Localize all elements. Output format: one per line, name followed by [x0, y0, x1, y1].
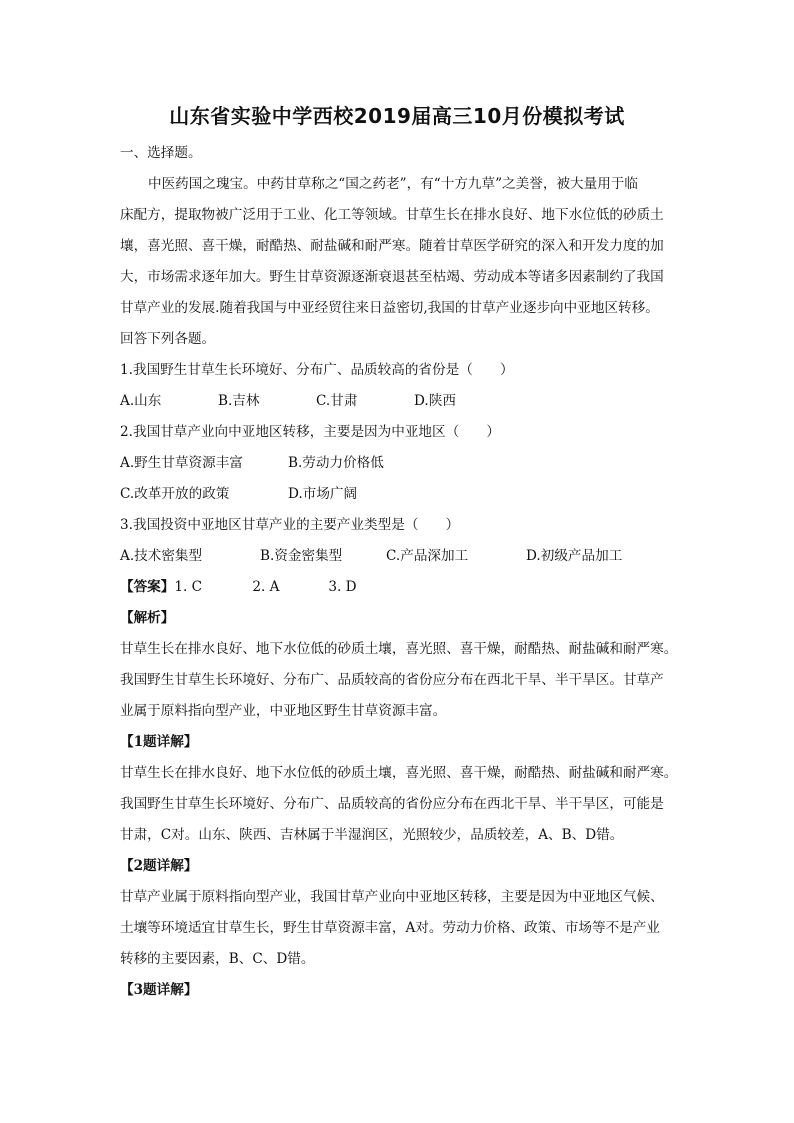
detail-2-line: 土壤等环境适宜甘草生长，野生甘草资源丰富，A对。劳动力价格、政策、市场等不是产业 — [120, 920, 660, 936]
option-a: A.技术密集型 — [120, 548, 203, 564]
page-title: 山东省实验中学西校2019届高三10月份模拟考试 — [169, 104, 625, 128]
detail-2-label: 【2题详解】 — [120, 858, 198, 874]
passage-line: 大，市场需求逐年加大。野生甘草资源逐渐衰退甚至枯竭、劳动成本等诸多因素制约了我国 — [120, 269, 664, 285]
document-body — [120, 138, 680, 1006]
section-heading: 一、选择题。 — [120, 145, 202, 161]
option-c: C.改革开放的政策 — [120, 486, 230, 502]
answer-item: 2. A — [252, 579, 280, 595]
detail-1-line: 我国野生甘草生长环境好、分布广、品质较高的省份应分布在西北干旱、半干旱区，可能是 — [120, 796, 664, 812]
option-a: A.山东 — [120, 393, 162, 409]
answer-label: 【答案】 — [120, 579, 175, 595]
analysis-line: 我国野生甘草生长环境好、分布广、品质较高的省份应分布在西北干旱、半干旱区。甘草产 — [120, 672, 664, 688]
option-b: B.资金密集型 — [260, 548, 343, 564]
passage-line: 床配方，提取物被广泛用于工业、化工等领域。甘草生长在排水良好、地下水位低的砂质土 — [120, 207, 664, 223]
analysis-line: 业属于原料指向型产业，中亚地区野生甘草资源丰富。 — [120, 703, 447, 719]
detail-3-label: 【3题详解】 — [120, 982, 198, 998]
passage-line: 回答下列各题。 — [120, 331, 216, 347]
analysis-line: 甘草生长在排水良好、地下水位低的砂质土壤，喜光照、喜干燥，耐酷热、耐盐碱和耐严寒。 — [120, 641, 678, 657]
option-c: C.甘肃 — [316, 393, 358, 409]
question-2-options-row-1 — [120, 448, 680, 479]
option-c: C.产品深加工 — [386, 548, 469, 564]
detail-2-line: 甘草产业属于原料指向型产业，我国甘草产业向中亚地区转移，主要是因为中亚地区气候、 — [120, 889, 664, 905]
detail-1-line: 甘肃，C对。山东、陕西、吉林属于半湿润区，光照较少，品质较差，A、B、D错。 — [120, 827, 624, 843]
option-d: D.市场广阔 — [288, 486, 358, 502]
passage-line: 壤，喜光照、喜干燥，耐酷热、耐盐碱和耐严寒。随着甘草医学研究的深入和开发力度的加 — [120, 238, 664, 254]
answer-line — [120, 572, 680, 603]
detail-2-line: 转移的主要因素，B、C、D错。 — [120, 951, 315, 967]
answer-item: 3. D — [328, 579, 357, 595]
detail-1-label: 【1题详解】 — [120, 734, 198, 750]
option-d: D.初级产品加工 — [526, 548, 623, 564]
option-a: A.野生甘草资源丰富 — [120, 455, 243, 471]
question-2-options-row-2 — [120, 479, 680, 510]
question-1-options — [120, 386, 680, 417]
passage-line: 中医药国之瑰宝。中药甘草称之“国之药老”，有“十方九草”之美誉，被大量用于临 — [148, 176, 638, 192]
answer-item: 1. C — [174, 579, 203, 595]
question-3-stem: 3.我国投资中亚地区甘草产业的主要产业类型是（ ） — [120, 517, 460, 533]
option-b: B.吉林 — [218, 393, 260, 409]
option-d: D.陕西 — [414, 393, 456, 409]
option-b: B.劳动力价格低 — [288, 455, 384, 471]
analysis-label: 【解析】 — [120, 610, 175, 626]
question-3-options — [120, 541, 680, 572]
passage-line: 甘草产业的发展.随着我国与中亚经贸往来日益密切,我国的甘草产业逐步向中亚地区转移。 — [120, 300, 659, 316]
question-1-stem: 1.我国野生甘草生长环境好、分布广、品质较高的省份是（ ） — [120, 362, 514, 378]
question-2-stem: 2.我国甘草产业向中亚地区转移，主要是因为中亚地区（ ） — [120, 424, 500, 440]
detail-1-line: 甘草生长在排水良好、地下水位低的砂质土壤，喜光照、喜干燥，耐酷热、耐盐碱和耐严寒。 — [120, 765, 678, 781]
